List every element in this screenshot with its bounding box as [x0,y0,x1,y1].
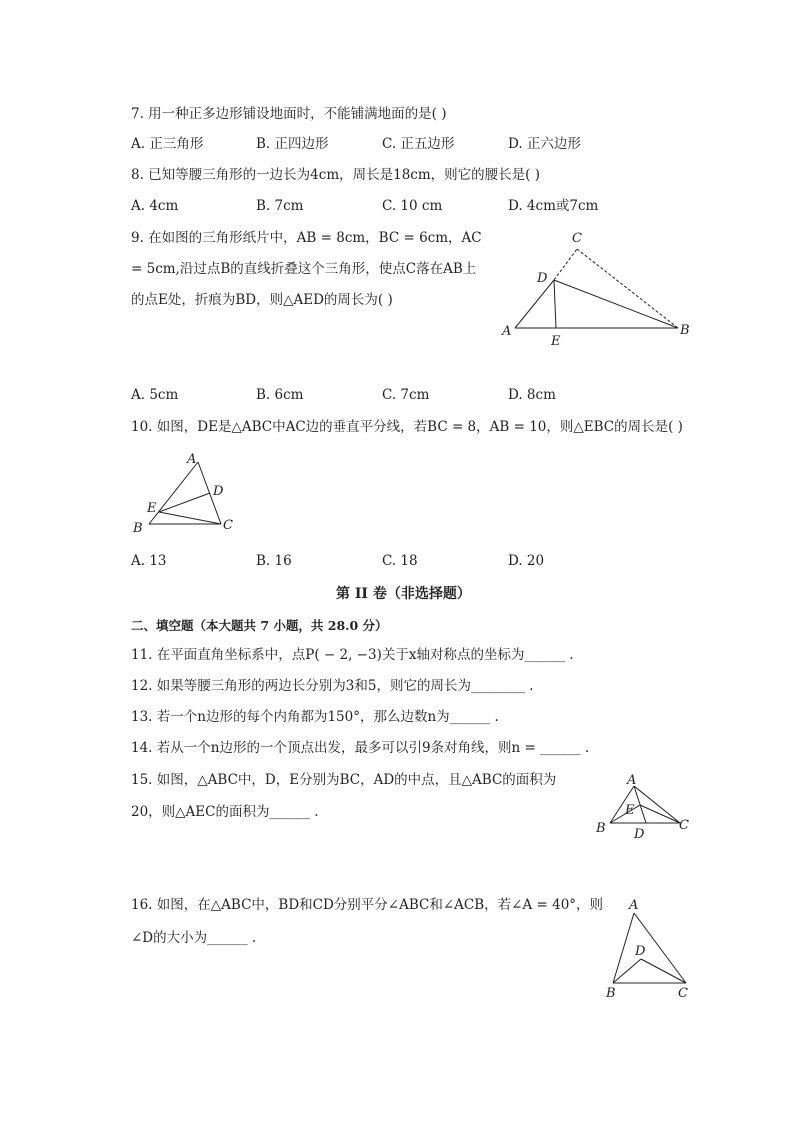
q15-segment-ad [634,786,646,823]
q9-stem-line1: 9. 在如图的三角形纸片中，AB = 8cm，BC = 6cm，AC [131,230,482,246]
q15-stem-line1: 15. 如图，△ABC中，D，E分别为BC，AD的中点，且△ABC的面积为 [131,772,557,788]
q15-label-b: B [596,821,606,836]
q10-segment-ed [159,493,210,512]
q10-option-d: D. 20 [508,553,545,569]
q9-label-c: C [572,231,582,246]
q10-stem: 10. 如图，DE是△ABC中AC边的垂直平分线，若BC = 8，AB = 10，则△EBC的周长是( ) [131,419,683,435]
q10-label-d: D [213,484,224,499]
q10-segment-ec [159,512,221,524]
q11-stem: 11. 在平面直角坐标系中，点P( − 2, −3)关于x轴对称点的坐标为______ . [131,647,574,663]
q13-stem: 13. 若一个n边形的每个内角都为150°，那么边数n为______ . [131,709,499,725]
q9-option-c: C. 7cm [382,387,430,403]
q10-option-a: A. 13 [131,553,167,569]
q8-option-a: A. 4cm [131,198,179,214]
q9-segment-ad [515,280,554,328]
q16-label-a: A [629,898,639,913]
q9-label-b: B [680,323,690,338]
q8-option-d: D. 4cm或7cm [508,198,599,214]
part2-title: 第 II 卷（非选择题） [336,586,471,602]
q9-option-b: B. 6cm [256,387,304,403]
q15-label-a: A [627,773,637,788]
q9-stem-line3: 的点E处，折痕为BD，则△AED的周长为( ) [131,292,393,308]
q9-label-a: A [502,324,512,339]
q16-label-c: C [678,986,688,1001]
q15-figure [590,770,695,845]
q16-label-b: B [606,986,616,1001]
q7-stem: 7. 用一种正多边形铺设地面时，不能铺满地面的是( ) [131,106,447,122]
q9-label-e: E [551,334,561,349]
q15-label-e: E [625,803,635,818]
q9-segment-dc-dashed [554,249,577,280]
q10-label-e: E [147,501,157,516]
q7-option-a: A. 正三角形 [131,136,204,152]
q7-option-c: C. 正五边形 [382,136,455,152]
q10-figure [128,450,243,540]
q16-label-d: D [635,944,646,959]
q16-segment-ab [613,913,634,983]
q16-figure [598,895,703,1005]
q9-option-a: A. 5cm [131,387,179,403]
q16-stem-line1: 16. 如图，在△ABC中，BD和CD分别平分∠ABC和∠ACB，若∠A = 40°，则 [131,897,604,913]
q9-option-d: D. 8cm [508,387,556,403]
q9-stem-line2: = 5cm,沿过点B的直线折叠这个三角形，使点C落在AB上 [131,261,477,277]
q8-option-b: B. 7cm [256,198,304,214]
q9-segment-de [554,280,556,328]
q7-option-b: B. 正四边形 [256,136,329,152]
q9-label-d: D [537,271,548,286]
q10-label-c: C [223,518,233,533]
q15-stem-line2: 20，则△AEC的面积为______ . [131,804,319,820]
q16-segment-cd [641,959,686,983]
q10-label-a: A [187,452,197,467]
q8-option-c: C. 10 cm [382,198,443,214]
q12-stem: 12. 如果等腰三角形的两边长分别为3和5，则它的周长为________ . [131,678,534,694]
q10-option-c: C. 18 [382,553,418,569]
q7-option-d: D. 正六边形 [508,136,581,152]
q9-segment-cb-dashed [577,249,678,328]
q9-segment-db [554,280,678,328]
q16-stem-line2: ∠D的大小为______ . [131,930,257,946]
q10-option-b: B. 16 [256,553,292,569]
q16-segment-bd [613,959,641,983]
q15-label-c: C [679,818,689,833]
section2-title: 二、填空题（本大题共 7 小题，共 28.0 分） [131,618,388,633]
q14-stem: 14. 若从一个n边形的一个顶点出发，最多可以引9条对角线，则n = ______ . [131,740,590,756]
q8-stem: 8. 已知等腰三角形的一边长为4cm，周长是18cm，则它的腰长是( ) [131,167,540,183]
q10-label-b: B [133,521,143,536]
q15-segment-ec [640,805,680,823]
q15-segment-ac [634,786,680,823]
q9-figure [495,225,695,350]
q15-label-d: D [634,827,645,842]
